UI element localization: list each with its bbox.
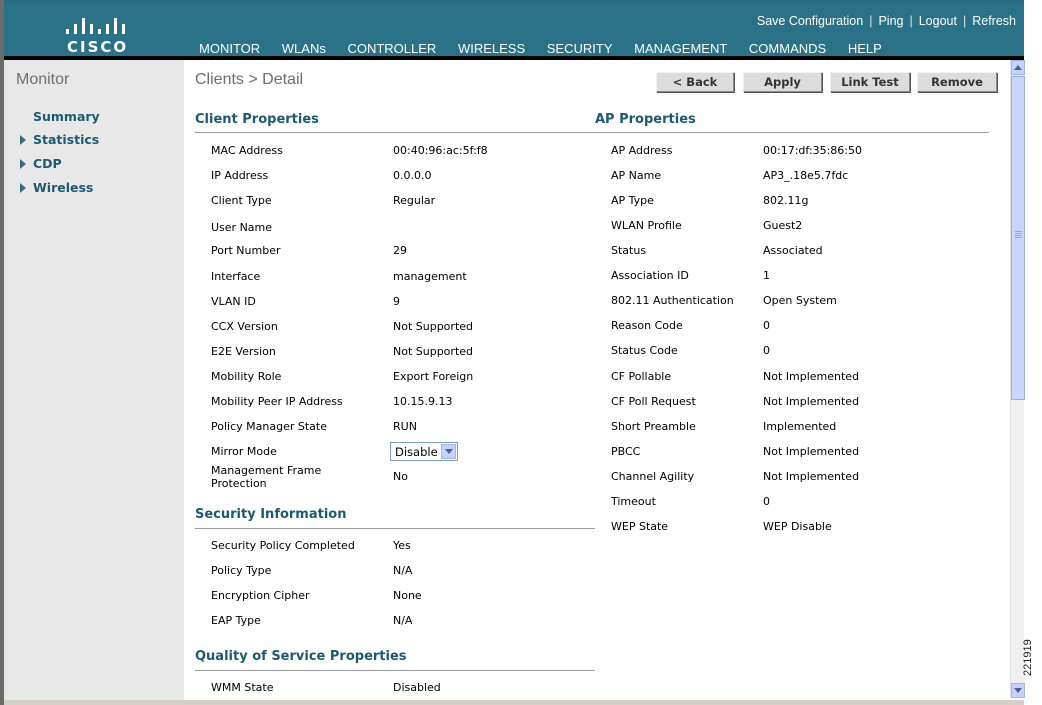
property-label: EAP Type [211,614,261,627]
property-value: Not Implemented [763,444,860,458]
property-value: Guest2 [763,219,803,233]
save-configuration-link[interactable]: Save Configuration [756,14,864,28]
property-value: Disabled [393,681,441,694]
property-label: WMM State [211,681,274,694]
nav-wlans[interactable]: WLANs [281,41,326,56]
property-value: N/A [393,564,413,577]
property-label: User Name [211,220,273,234]
property-label: CF Poll Request [611,394,696,408]
property-label: Status [611,244,647,258]
property-value: 00:17:df:35:86:50 [763,144,862,157]
ping-link[interactable]: Ping [878,14,904,28]
property-value: WEP Disable [763,519,832,533]
section-divider [195,132,595,133]
cisco-logo [60,12,140,58]
property-label: Policy Type [211,564,272,577]
sidebar-title: Monitor [16,71,70,88]
property-value: No [393,470,408,484]
cisco-bars-icon [66,14,128,34]
property-label: Status Code [611,344,678,358]
scroll-down-arrow-icon[interactable] [1011,683,1025,698]
section-divider [195,670,595,671]
nav-management[interactable]: MANAGEMENT [634,41,728,56]
property-value: Not Supported [393,319,474,333]
property-value: N/A [393,614,413,627]
figure-id: 221919 [1022,639,1034,676]
property-value: AP3_.18e5.7fdc [763,169,849,183]
main-nav [199,41,900,56]
property-value: Associated [763,244,823,258]
vertical-scrollbar[interactable] [1010,60,1024,698]
property-label: Mobility Role [211,369,282,383]
property-label: Timeout [611,494,656,508]
security-information-title: Security Information [195,507,347,522]
cisco-logo-text: CISCO [67,38,129,56]
sidebar-item-label: CDP [33,156,62,171]
main-content [184,60,1010,700]
property-label: WEP State [611,519,669,533]
property-value: 0 [763,344,770,358]
property-label: 802.11 Authentication [611,294,734,308]
property-label: Security Policy Completed [211,539,355,552]
property-label: MAC Address [211,144,283,157]
sidebar-item-label: Summary [33,109,100,124]
page-title: Clients > Detail [195,71,304,88]
property-label: Channel Agility [611,469,695,483]
property-label: IP Address [211,169,269,183]
property-value: 0 [763,494,770,508]
property-label: Short Preamble [611,419,696,433]
nav-controller[interactable]: CONTROLLER [347,41,437,56]
mirror-mode-value: Disable [395,445,438,459]
property-value: Not Implemented [763,394,860,408]
property-label: E2E Version [211,344,276,358]
property-label: VLAN ID [211,294,256,308]
remove-button[interactable]: Remove [917,72,997,92]
chevron-down-icon[interactable] [441,444,456,459]
link-test-button[interactable]: Link Test [830,72,910,92]
expand-arrow-icon[interactable] [20,183,26,193]
apply-button[interactable]: Apply [743,72,822,92]
property-value: 10.15.9.13 [393,395,453,408]
nav-security[interactable]: SECURITY [546,41,613,56]
property-value: Regular [393,194,436,208]
nav-commands[interactable]: COMMANDS [748,41,827,56]
property-label: AP Type [611,194,654,208]
status-bar [4,700,1024,705]
property-label: Client Type [211,194,272,208]
property-label: Port Number [211,244,281,258]
nav-monitor[interactable]: MONITOR [199,41,261,56]
property-label: WLAN Profile [611,219,682,233]
property-value: 802.11g [763,194,809,208]
property-label: CF Pollable [611,369,672,383]
property-value: Implemented [763,419,837,433]
property-label: Interface [211,269,261,283]
ap-properties-title: AP Properties [595,112,696,127]
property-value: 00:40:96:ac:5f:f8 [393,144,488,157]
property-value: 0.0.0.0 [393,169,432,183]
qos-properties-title: Quality of Service Properties [195,649,407,664]
expand-arrow-icon[interactable] [20,159,26,169]
section-divider [195,528,595,529]
property-value: Yes [393,539,411,552]
property-value: 29 [393,244,407,258]
property-label: Association ID [611,269,689,283]
property-value: 1 [763,269,770,283]
property-value: 0 [763,319,770,333]
client-properties-title: Client Properties [195,112,319,127]
back-button[interactable]: < Back [656,72,734,92]
property-label: Management Frame Protection [211,464,322,491]
property-label: Mirror Mode [211,445,277,459]
refresh-link[interactable]: Refresh [972,14,1016,28]
sidebar [4,60,184,700]
property-value: management [393,269,467,283]
nav-wireless[interactable]: WIRELESS [457,41,526,56]
property-label: PBCC [611,444,641,458]
mirror-mode-select[interactable] [390,442,458,461]
property-label: AP Name [611,169,662,183]
sidebar-item-label: Wireless [33,180,94,195]
expand-arrow-icon[interactable] [20,135,26,145]
property-value: Not Implemented [763,369,860,383]
property-value: RUN [393,420,417,434]
nav-help[interactable]: HELP [847,41,882,56]
sidebar-item-label: Statistics [33,132,100,147]
section-divider [595,132,989,133]
scroll-thumb[interactable] [1011,76,1025,400]
property-label: AP Address [611,144,673,157]
property-label: CCX Version [211,319,278,333]
property-label: Policy Manager State [211,420,327,434]
property-value: Not Supported [393,344,474,358]
logout-link[interactable]: Logout [918,14,957,28]
property-label: Encryption Cipher [211,589,310,602]
property-value: None [393,589,422,602]
property-value: Open System [763,294,837,308]
property-value: Not Implemented [763,469,860,483]
header-bar [4,0,1024,56]
property-label: Mobility Peer IP Address [211,395,343,408]
property-value: Export Foreign [393,369,474,383]
top-links: Save Configuration | Ping | Logout | Refresh [756,14,1016,28]
scroll-up-arrow-icon[interactable] [1011,60,1025,75]
property-label: Reason Code [611,319,683,333]
property-value: 9 [393,294,400,308]
